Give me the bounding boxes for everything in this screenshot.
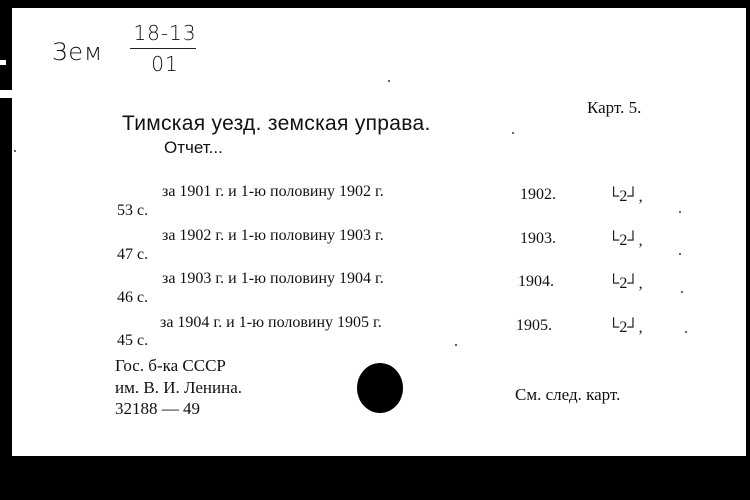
entry-pages: 47 с.: [117, 246, 149, 263]
entry-period: за 1902 г. и 1-ю половину 1903 г.: [162, 227, 384, 244]
entry-mark: └2┘,: [608, 319, 643, 336]
card-number: Карт. 5.: [587, 98, 642, 117]
library-line-3: 32188 — 49: [115, 399, 200, 418]
handwritten-fraction: [130, 22, 200, 75]
entry-year: 1905.: [516, 317, 552, 334]
scan-speck: [679, 211, 681, 213]
entry-pages: 46 с.: [117, 289, 149, 306]
card-title: Тимская уезд. земская управа.: [122, 112, 431, 135]
edge-artifact: [0, 90, 12, 98]
entry-period: за 1901 г. и 1-ю половину 1902 г.: [162, 183, 384, 200]
card-subtitle: Отчет...: [164, 138, 223, 157]
entry-year: 1902.: [520, 186, 556, 203]
scan-speck: [455, 344, 457, 346]
fraction-top: 18-13: [133, 21, 197, 45]
see-next-card: См. след. карт.: [515, 385, 621, 404]
scan-speck: [679, 253, 681, 255]
catalog-card: [12, 8, 746, 456]
scan-speck: [14, 150, 16, 152]
entry-mark: └2┘,: [608, 188, 643, 205]
entry-year: 1904.: [518, 273, 554, 290]
scan-speck: [388, 80, 390, 82]
entry-mark: └2┘,: [608, 232, 643, 249]
entry-pages: 45 с.: [117, 332, 149, 349]
scan-speck: [685, 331, 687, 333]
library-line-2: им. В. И. Ленина.: [115, 378, 243, 397]
library-line-1: Гос. б-ка СССР: [115, 356, 226, 375]
entry-period: за 1904 г. и 1-ю половину 1905 г.: [160, 314, 382, 331]
scan-speck: [681, 291, 683, 293]
fraction-bottom: 01: [151, 52, 179, 76]
punch-hole: [357, 363, 403, 413]
edge-artifact: [0, 60, 6, 65]
entry-year: 1903.: [520, 230, 556, 247]
scan-speck: [512, 132, 514, 134]
fraction-line: [130, 48, 196, 49]
entry-mark: └2┘,: [608, 275, 643, 292]
entry-pages: 53 с.: [117, 202, 149, 219]
entry-period: за 1903 г. и 1-ю половину 1904 г.: [162, 270, 384, 287]
handwritten-code: Зем: [52, 38, 104, 66]
